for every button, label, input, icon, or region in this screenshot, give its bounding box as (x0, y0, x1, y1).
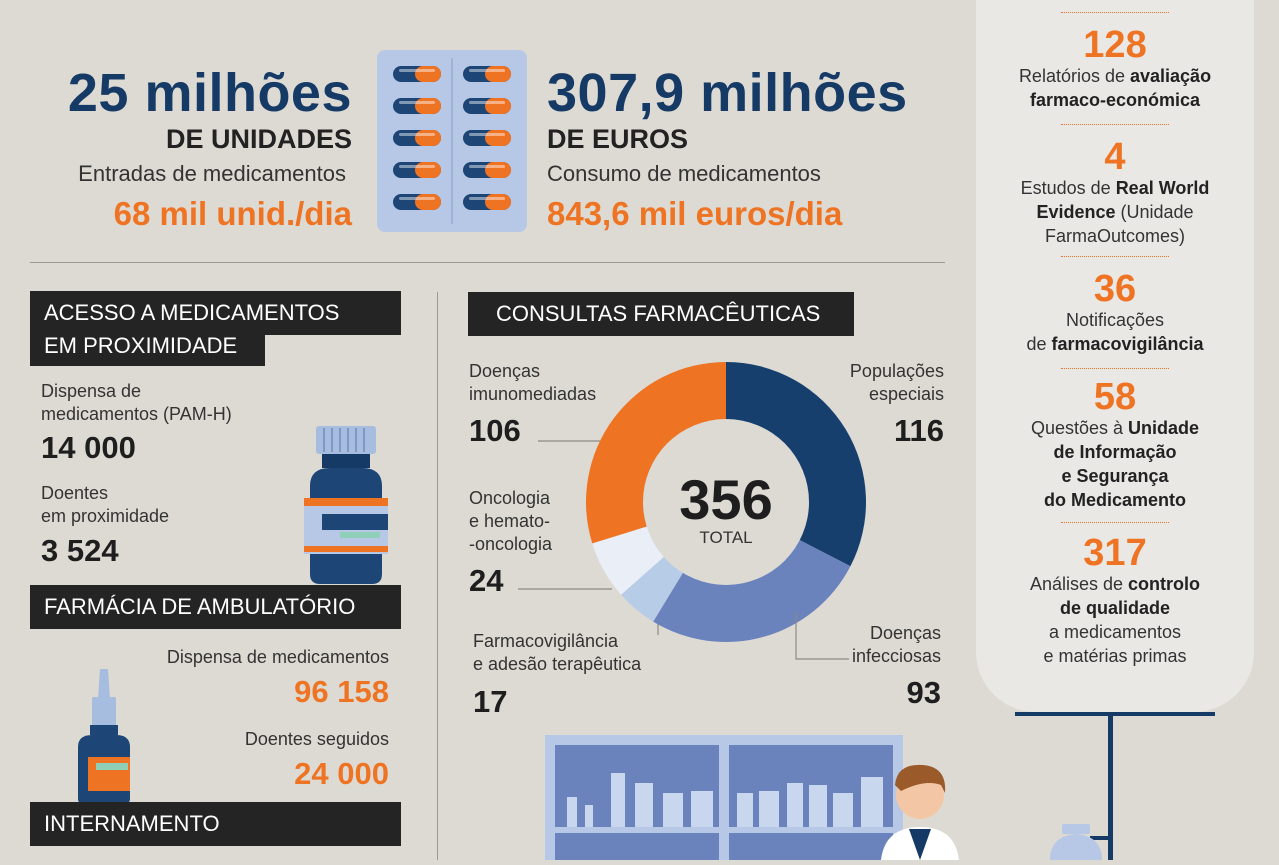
pill-capsule-half (415, 98, 441, 114)
pill-shine (399, 101, 435, 104)
pill-shine (399, 69, 435, 72)
top-right-stat (547, 63, 967, 233)
pharmacy-shelf-illustration (545, 735, 965, 865)
donut-total (651, 468, 801, 548)
value-populacoes: 116 (893, 413, 944, 448)
pill-capsule-half (415, 130, 441, 146)
euros-description: Consumo de medicamentos (547, 161, 821, 186)
stat-analises: 317 Análises de controlo de qualidade a medicamentos e matérias primas (1029, 532, 1201, 666)
pill-shine (469, 165, 505, 168)
ambulatorio-dispensa-value: 96 158 (294, 674, 389, 709)
acesso-title-1: ACESSO A MEDICAMENTOS (30, 291, 401, 335)
pill-shine (469, 197, 505, 200)
proximidade-label: Doentes em proximidade (41, 483, 170, 526)
label-farmacovigilancia: Farmacovigilância e adesão terapêutica (473, 631, 642, 674)
acesso-title-2: EM PROXIMIDADE (30, 330, 265, 366)
units-per-day: 68 mil unid./dia (113, 195, 352, 232)
pill-shine (399, 165, 435, 168)
medicine-bottle-icon (300, 424, 392, 591)
stat-notificacoes: 36 Notificações de farmacovigilância (1026, 268, 1204, 354)
pill-capsule-half (415, 162, 441, 178)
label-oncologia: Oncologia e hemato- -oncologia (469, 488, 553, 554)
total-label: TOTAL (699, 528, 753, 547)
proximidade-value: 3 524 (41, 533, 119, 568)
pill-shine (469, 69, 505, 72)
value-farmacovigilancia: 17 (473, 684, 508, 719)
euros-per-day: 843,6 mil euros/dia (547, 195, 843, 232)
pill-shine (469, 101, 505, 104)
pamh-label: Dispensa de medicamentos (PAM-H) (41, 381, 232, 424)
pill-shine (469, 133, 505, 136)
stat-estudos: 4 Estudos de Real World Evidence (Unidade FarmaOutcomes) (1020, 136, 1210, 246)
ambulatorio-doentes-label: Doentes seguidos (244, 729, 389, 749)
internamento-title: INTERNAMENTO (30, 802, 401, 846)
value-oncologia: 24 (469, 563, 504, 598)
value-imunomediadas: 106 (469, 413, 521, 448)
pill-capsule-half (485, 66, 511, 82)
stand-illustration (1010, 712, 1220, 865)
ambulatorio-dispensa-label: Dispensa de medicamentos (166, 647, 389, 667)
euros-label: DE EUROS (547, 124, 689, 154)
pill-capsule-half (485, 130, 511, 146)
pill-shine (399, 133, 435, 136)
stat-questoes: 58 Questões à Unidade de Informação e Segurança do Medicamento (1030, 376, 1200, 510)
pill-shine (399, 197, 435, 200)
stat-relatorios: 128 Relatórios de avaliação farmaco-económica (1018, 24, 1212, 110)
units-label: DE UNIDADES (165, 124, 352, 154)
divider (30, 262, 945, 263)
pill-capsule-half (485, 98, 511, 114)
vertical-divider (437, 292, 438, 860)
label-populacoes: Populações especiais (849, 361, 944, 404)
ambulatorio-doentes-value: 24 000 (294, 756, 389, 791)
units-description: Entradas de medicamentos (78, 161, 346, 186)
dropper-bottle-icon (72, 665, 136, 810)
pill-capsule-half (485, 162, 511, 178)
consultas-title: CONSULTAS FARMACÊUTICAS (468, 292, 854, 336)
separator (1061, 124, 1169, 125)
separator (1061, 256, 1169, 257)
label-imunomediadas: Doenças imunomediadas (469, 361, 597, 404)
pill-capsule-half (415, 194, 441, 210)
top-left-stat (0, 63, 352, 233)
separator (1061, 522, 1169, 523)
label-infecciosas: Doenças infecciosas (851, 623, 941, 666)
separator (1061, 368, 1169, 369)
separator (1061, 12, 1169, 13)
pill-capsule-half (485, 194, 511, 210)
side-panel (976, 0, 1254, 712)
pill-capsule-half (415, 66, 441, 82)
pamh-value: 14 000 (41, 430, 136, 465)
ambulatorio-title: FARMÁCIA DE AMBULATÓRIO (30, 585, 401, 629)
units-number: 25 milhões (67, 63, 352, 123)
euros-number: 307,9 milhões (547, 63, 908, 123)
value-infecciosas: 93 (906, 675, 941, 710)
pill-blister-icon (377, 50, 527, 232)
total-value: 356 (679, 468, 773, 531)
